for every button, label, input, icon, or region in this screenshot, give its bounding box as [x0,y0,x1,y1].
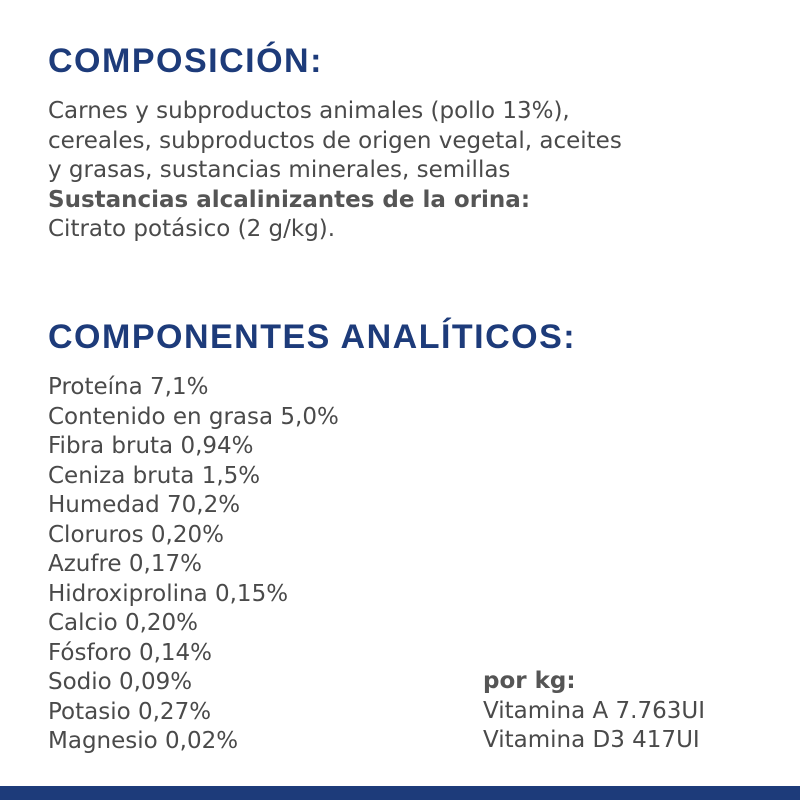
analytics-item: Calcio 0,20% [48,610,199,636]
composition-section [48,97,622,245]
analytics-item: Cloruros 0,20% [48,521,224,548]
analytics-item: Sodio 0,09% [48,669,193,695]
alkaline-label: Sustancias alcalinizantes de la orina: [48,186,531,213]
footer-bar [0,786,800,800]
analytics-item: Potasio 0,27% [48,698,212,725]
analytics-item: Contenido en grasa 5,0% [48,403,339,430]
composition-title: COMPOSICIÓN: [48,42,323,80]
analytics-item: Azufre 0,17% [48,551,202,577]
analytics-item: Humedad 70,2% [48,492,241,518]
alkaline-value: Citrato potásico (2 g/kg). [48,216,336,242]
composition-line: y grasas, sustancias minerales, semillas [48,157,511,183]
analytics-item: Magnesio 0,02% [48,728,239,754]
vitamins-label: por kg: [483,668,576,694]
vitamins-section [483,667,705,756]
composition-line: Carnes y subproductos animales (pollo 13%), [48,98,570,124]
vitamin-item: Vitamina A 7.763UI [483,697,706,724]
analytics-item: Ceniza bruta 1,5% [48,462,261,489]
analytics-item: Hidroxiprolina 0,15% [48,580,289,607]
analytics-item: Fósforo 0,14% [48,639,213,666]
analytics-title: COMPONENTES ANALÍTICOS: [48,318,577,356]
composition-line: cereales, subproductos de origen vegetal, aceites [48,127,622,154]
analytics-item: Fibra bruta 0,94% [48,433,254,459]
analytics-item: Proteína 7,1% [48,374,209,400]
vitamin-item: Vitamina D3 417UI [483,727,700,753]
analytics-list [48,373,339,757]
